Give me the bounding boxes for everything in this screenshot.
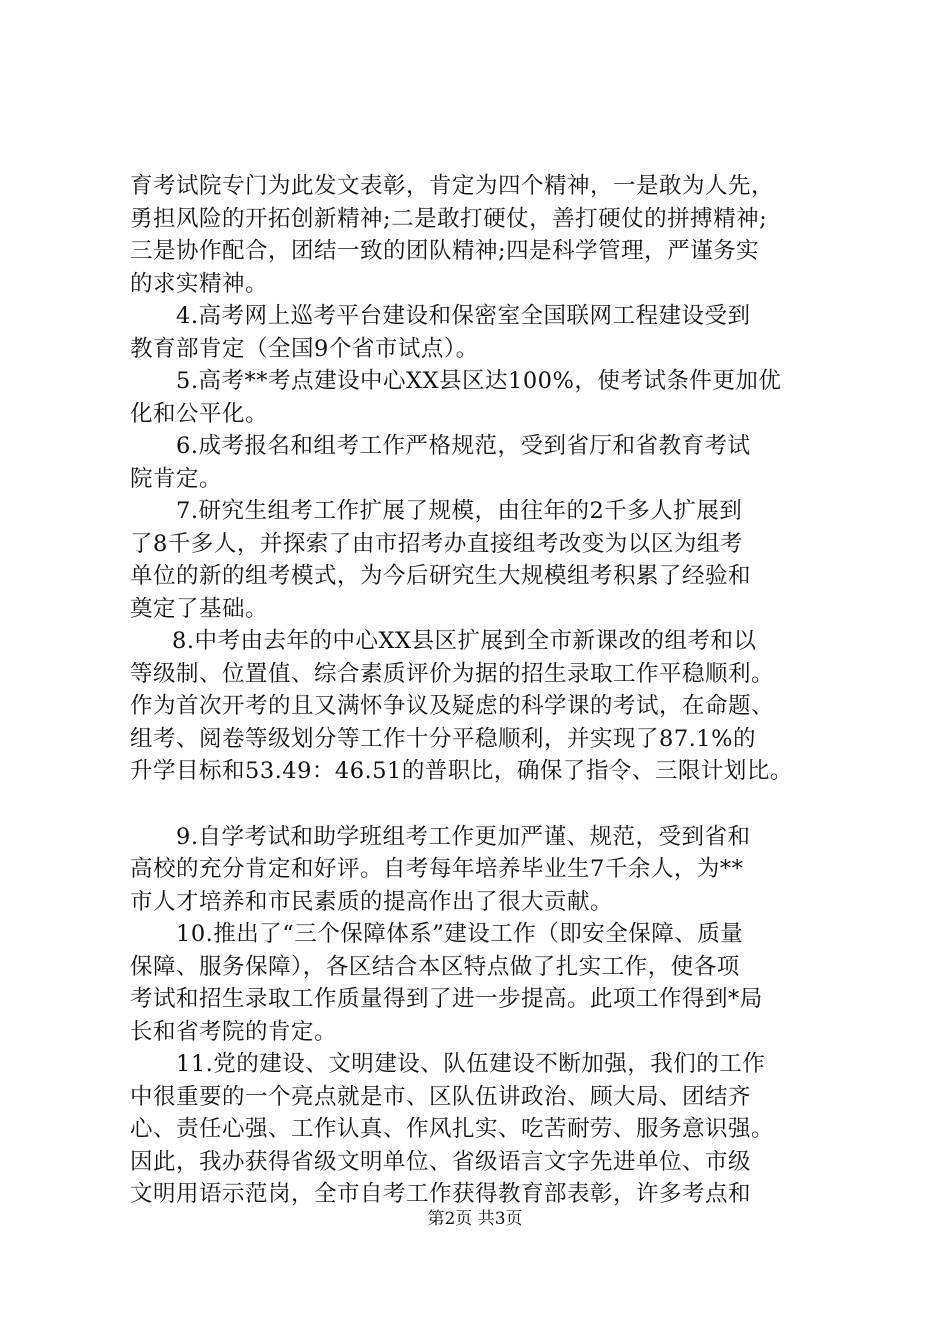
text-line: 8.中考由去年的中心XX县区扩展到全市新课改的组考和以: [172, 628, 757, 654]
text-line: 因此，我办获得省级文明单位、省级语言文字先进单位、市级: [130, 1148, 752, 1175]
text-line: 7.研究生组考工作扩展了规模，由往年的2千多人扩展到: [176, 498, 743, 524]
paragraph-continuation: [130, 170, 830, 300]
text-line: 9.自学考试和助学班组考工作更加严谨、规范，受到省和: [176, 823, 751, 850]
paragraph-item-6: [130, 430, 830, 495]
text-line: 教育部肯定（全国9个省市试点）。: [130, 335, 479, 362]
text-line: 5.高考**考点建设中心XX县区达100%，使考试条件更加优: [176, 368, 782, 394]
text-line: 作为首次开考的且又满怀争议及疑虑的科学课的考试，在命题、: [130, 693, 775, 719]
paragraph-item-11: [130, 1048, 830, 1211]
text-line: 文明用语示范岗，全市自考工作获得教育部表彰，许多考点和: [130, 1181, 752, 1207]
paragraph-item-9: [130, 821, 830, 919]
text-line: 三是协作配合，团结一致的团队精神;四是科学管理，严谨务实: [130, 238, 760, 264]
paragraph-item-10: [130, 918, 830, 1048]
text-line: 组考、阅卷等级划分等工作十分平稳顺利，并实现了87.1%的: [130, 725, 756, 752]
text-line: 化和公平化。: [130, 400, 269, 427]
text-line: 育考试院专门为此发文表彰，肯定为四个精神，一是敢为人先，: [130, 173, 775, 199]
text-line: 10.推出了“三个保障体系”建设工作（即安全保障、质量: [176, 921, 744, 947]
text-line: 6.成考报名和组考工作严格规范，受到省厅和省教育考试: [176, 433, 751, 459]
text-line: 高校的充分肯定和好评。自考每年培养毕业生7千余人，为**: [130, 856, 744, 882]
text-line: 等级制、位置值、综合素质评价为据的招生录取工作平稳顺利。: [130, 660, 775, 687]
text-line: 升学目标和53.49：46.51的普职比，确保了指令、三限计划比。: [130, 758, 793, 784]
text-line: 考试和招生录取工作质量得到了进一步提高。此项工作得到*局: [130, 986, 763, 1012]
paragraph-item-5: [130, 365, 830, 430]
text-line: 中很重要的一个亮点就是市、区队伍讲政治、顾大局、团结齐: [130, 1083, 752, 1110]
text-line: 保障、服务保障），各区结合本区特点做了扎实工作，使各项: [130, 953, 740, 980]
text-line: 奠定了基础。: [130, 595, 269, 622]
text-line: 勇担风险的开拓创新精神;二是敢打硬仗，善打硬仗的拼搏精神;: [130, 205, 768, 232]
text-line: 院肯定。: [130, 465, 223, 492]
text-line: 心、责任心强、工作认真、作风扎实、吃苦耐劳、服务意识强。: [130, 1116, 775, 1142]
text-line: 11.党的建设、文明建设、队伍建设不断加强，我们的工作: [176, 1051, 766, 1077]
text-line: 了8千多人，并探索了由市招考办直接组考改变为以区为组考: [130, 530, 743, 557]
text-line: 4.高考网上巡考平台建设和保密室全国联网工程建设受到: [176, 303, 751, 329]
paragraph-item-7: [130, 495, 830, 625]
page-number-footer: 第2页 共3页: [427, 1209, 523, 1229]
text-line: 市人才培养和市民素质的提高作出了很大贡献。: [130, 888, 614, 915]
text-line: 的求实精神。: [130, 270, 269, 297]
paragraph-item-4: [130, 300, 830, 365]
document-body: [130, 170, 830, 1211]
text-line: 长和省考院的肯定。: [130, 1018, 338, 1045]
paragraph-item-8: [130, 625, 830, 788]
text-line: 单位的新的组考模式，为今后研究生大规模组考积累了经验和: [130, 563, 752, 589]
blank-line: [130, 788, 830, 821]
